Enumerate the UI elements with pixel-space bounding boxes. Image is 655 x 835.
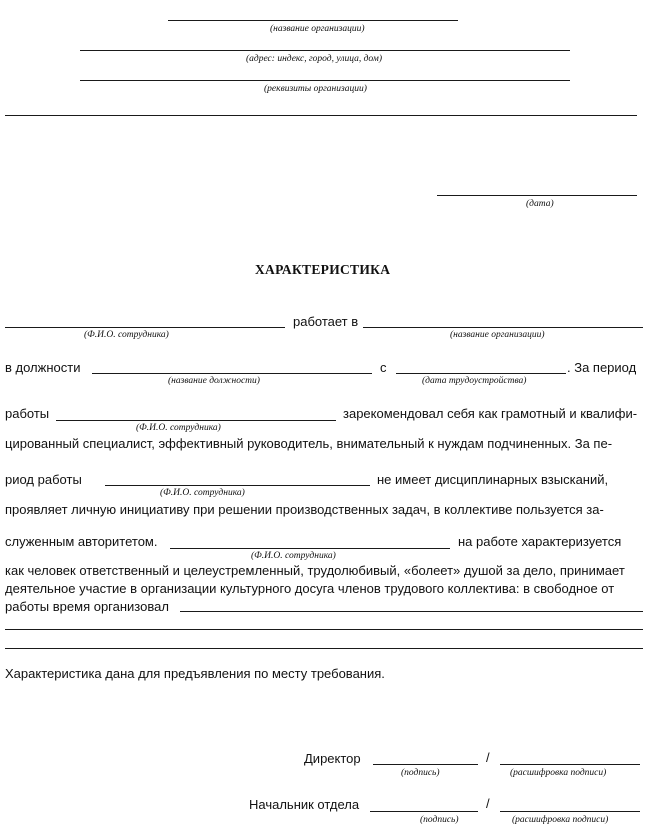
row5-fio-caption: (Ф.И.О. сотрудника) bbox=[160, 488, 245, 498]
director-decoding-caption: (расшифровка подписи) bbox=[510, 768, 607, 778]
row7-tail: на работе характеризуется bbox=[458, 534, 622, 549]
row2-c: с bbox=[380, 360, 387, 375]
org-name-field[interactable] bbox=[363, 327, 643, 328]
row5-label: риод работы bbox=[5, 472, 82, 487]
blank-line-2[interactable] bbox=[5, 648, 643, 649]
requisites-caption: (реквизиты организации) bbox=[264, 84, 367, 94]
date-line[interactable] bbox=[437, 195, 637, 196]
org-name-line[interactable] bbox=[168, 20, 458, 21]
dept-head-decoding-field[interactable] bbox=[500, 811, 640, 812]
employee-name-field-4[interactable] bbox=[170, 548, 450, 549]
org-name-caption: (название организации) bbox=[270, 24, 365, 34]
director-signature-caption: (подпись) bbox=[401, 768, 440, 778]
row3-tail: зарекомендовал себя как грамотный и квалифи- bbox=[343, 406, 638, 421]
row7-label: служенным авторитетом. bbox=[5, 534, 158, 549]
body-line-8: как человек ответственный и целеустремленный, трудолюбивый, «болеет» душой за дело, принимает bbox=[5, 563, 625, 578]
dept-head-signature-caption: (подпись) bbox=[420, 815, 459, 825]
director-decoding-field[interactable] bbox=[500, 764, 640, 765]
body-line-9: деятельное участие в организации культурного досуга членов трудового коллектива: в свободное от bbox=[5, 581, 615, 596]
organized-field[interactable] bbox=[180, 611, 643, 612]
position-field[interactable] bbox=[92, 373, 372, 374]
date-caption: (дата) bbox=[526, 199, 554, 209]
director-label: Директор bbox=[304, 751, 361, 766]
closing-statement: Характеристика дана для предъявления по месту требования. bbox=[5, 666, 385, 681]
row7-fio-caption: (Ф.И.О. сотрудника) bbox=[251, 551, 336, 561]
director-slash: / bbox=[486, 750, 490, 765]
row2-tail: . За период bbox=[567, 360, 637, 375]
row3-label: работы bbox=[5, 406, 50, 421]
employee-name-field-1[interactable] bbox=[5, 327, 285, 328]
body-line-4: цированный специалист, эффективный руководитель, внимательный к нуждам подчиненных. За пе- bbox=[5, 436, 613, 451]
row10-label: работы время организовал bbox=[5, 599, 169, 614]
requisites-line[interactable] bbox=[80, 80, 570, 81]
row2-date-caption: (дата трудоустройства) bbox=[422, 376, 527, 386]
blank-line-1[interactable] bbox=[5, 629, 643, 630]
address-caption: (адрес: индекс, город, улица, дом) bbox=[246, 54, 382, 64]
row2-position-caption: (название должности) bbox=[168, 376, 260, 386]
director-signature-field[interactable] bbox=[373, 764, 478, 765]
document-title: ХАРАКТЕРИСТИКА bbox=[255, 262, 391, 277]
header-separator bbox=[5, 115, 637, 116]
row5-tail: не имеет дисциплинарных взысканий, bbox=[377, 472, 609, 487]
employee-name-field-3[interactable] bbox=[105, 485, 370, 486]
dept-head-decoding-caption: (расшифровка подписи) bbox=[512, 815, 609, 825]
row1-text: работает в bbox=[293, 314, 359, 329]
body-line-6: проявляет личную инициативу при решении производственных задач, в коллективе пользуется за- bbox=[5, 502, 604, 517]
dept-head-slash: / bbox=[486, 796, 490, 811]
row1-fio-caption: (Ф.И.О. сотрудника) bbox=[84, 330, 169, 340]
row1-org-caption: (название организации) bbox=[450, 330, 545, 340]
dept-head-label: Начальник отдела bbox=[249, 797, 360, 812]
dept-head-signature-field[interactable] bbox=[370, 811, 478, 812]
hire-date-field[interactable] bbox=[396, 373, 566, 374]
employee-name-field-2[interactable] bbox=[56, 420, 336, 421]
row3-fio-caption: (Ф.И.О. сотрудника) bbox=[136, 423, 221, 433]
address-line[interactable] bbox=[80, 50, 570, 51]
row2-label: в должности bbox=[5, 360, 81, 375]
